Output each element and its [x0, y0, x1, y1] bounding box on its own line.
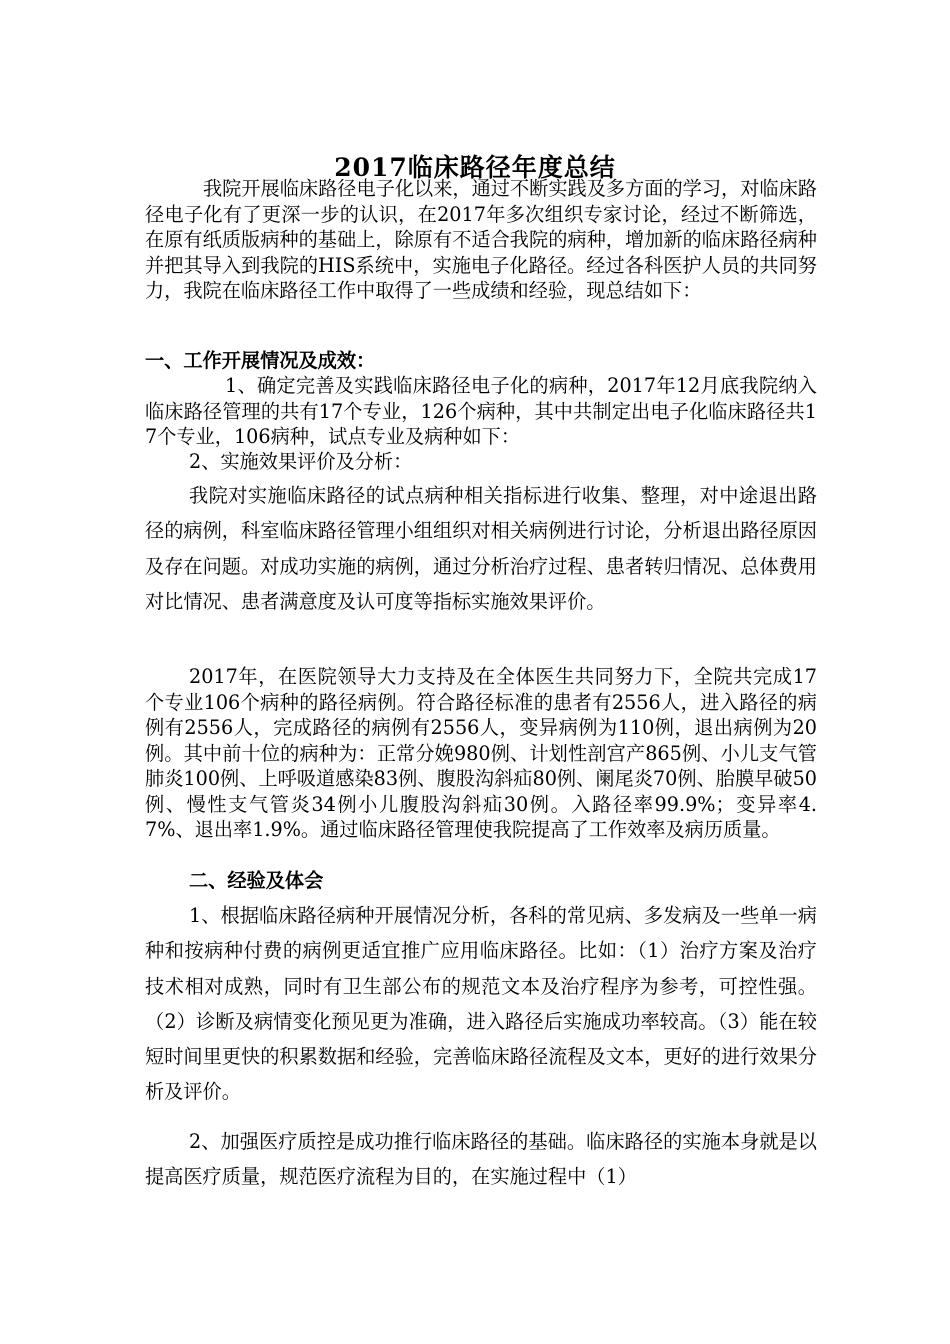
item-1-paragraph: 1、确定完善及实践临床路径电子化的病种，2017年12月底我院纳入临床路径管理的共有17个专业，126个病种，其中共制定出电子化临床路径共17个专业，106病种，试点专业及病种如下：	[145, 374, 817, 448]
section-heading-work-progress: 一、工作开展情况及成效：	[145, 349, 376, 372]
section-heading-experience: 二、经验及体会	[189, 869, 324, 892]
experience-paragraph-1: 1、根据临床路径病种开展情况分析，各科的常见病、多发病及一些单一病种和按病种付费的病例更适宜推广应用临床路径。比如：（1）治疗方案及治疗技术相对成熟，同时有卫生部公布的规范文本及治疗程序为参考，可控性强。（2）诊断及病情变化预见更为准确，进入路径后实施成功率较高。（3）能在较短时间里更快的积累数据和经验，完善临床路径流程及文本，更好的进行效果分析及评价。	[145, 904, 817, 1104]
statistics-paragraph: 2017年，在医院领导大力支持及在全体医生共同努力下，全院共完成17个专业106个病种的路径病例。符合路径标准的患者有2556人，进入路径的病例有2556人，完成路径的病例有2556人，变异病例为110例，退出病例为20例。其中前十位的病种为：正常分娩980例、计划性剖宫产865例、小儿支气管肺炎100例、上呼吸道感染83例、腹股沟斜疝80例、阑尾炎70例、胎膜早破50例、慢性支气管炎34例小儿腹股沟斜疝30例。入路径率99.9%；变异率4.7%、退出率1.9%。通过临床路径管理使我院提高了工作效率及病历质量。	[145, 665, 817, 841]
experience-paragraph-2: 2、加强医疗质控是成功推行临床路径的基础。临床路径的实施本身就是以提高医疗质量，规范医疗流程为目的，在实施过程中（1）	[145, 1130, 817, 1189]
evaluation-paragraph: 我院对实施临床路径的试点病种相关指标进行收集、整理，对中途退出路径的病例，科室临床路径管理小组组织对相关病例进行讨论，分析退出路径原因及存在问题。对成功实施的病例，通过分析治疗过程、患者转归情况、总体费用对比情况、患者满意度及认可度等指标实施效果评价。	[145, 484, 817, 613]
page-title: 2017临床路径年度总结	[334, 152, 616, 182]
intro-paragraph: 我院开展临床路径电子化以来，通过不断实践及多方面的学习，对临床路径电子化有了更深一步的认识，在2017年多次组织专家讨论，经过不断筛选，在原有纸质版病种的基础上，除原有不适合我院的病种，增加新的临床路径病种并把其导入到我院的HIS系统中，实施电子化路径。经过各科医护人员的共同努力，我院在临床路径工作中取得了一些成绩和经验，现总结如下：	[145, 177, 817, 302]
item-2-heading: 2、实施效果评价及分析：	[189, 450, 413, 473]
